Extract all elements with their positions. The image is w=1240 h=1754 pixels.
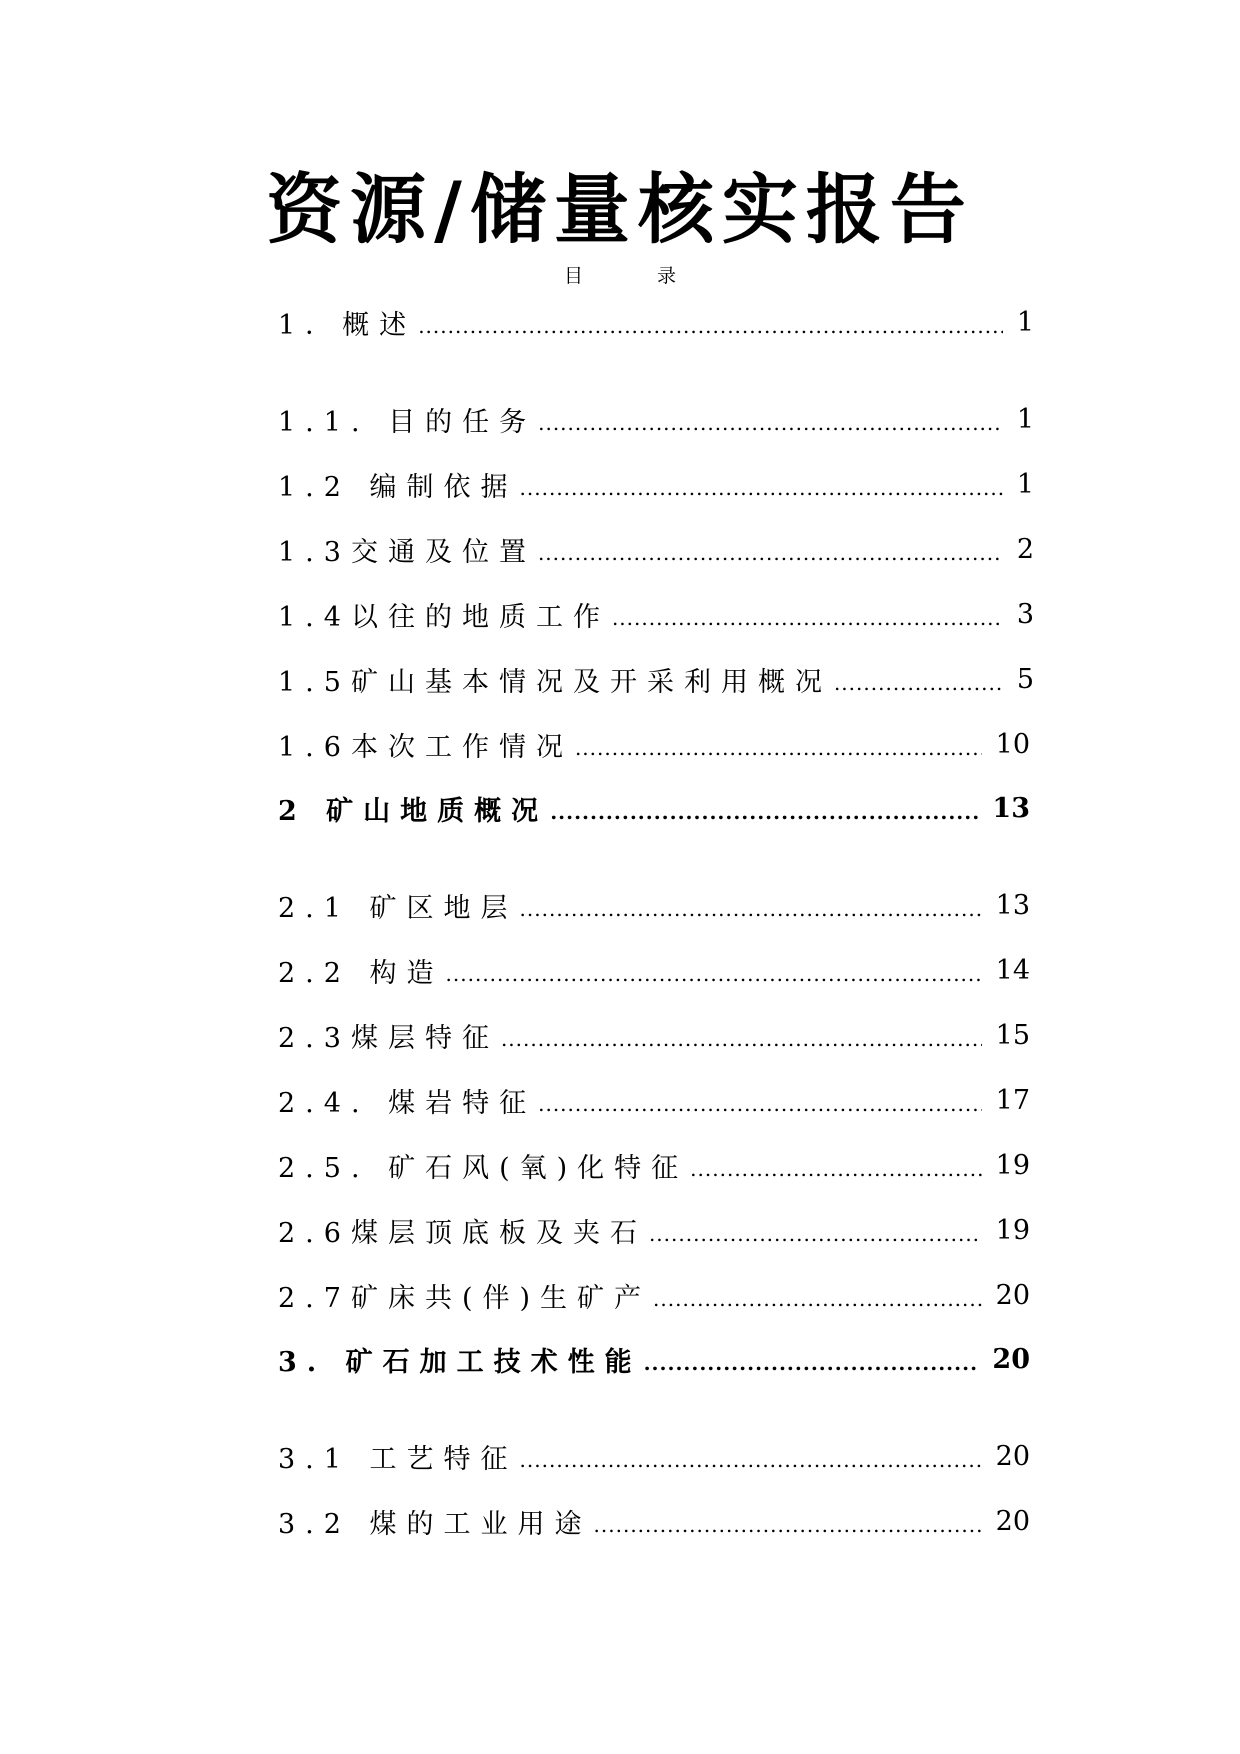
toc-entry-label: 2.1 矿区地层 bbox=[278, 892, 518, 924]
toc-dot-leader bbox=[690, 1145, 981, 1185]
toc-heading: 目 录 bbox=[563, 265, 711, 287]
toc-entry-2-5[interactable] bbox=[278, 1145, 1030, 1185]
toc-entry-page: 17 bbox=[995, 1084, 1030, 1116]
toc-entry-label: 2.3煤层特征 bbox=[278, 1022, 499, 1054]
toc-entry-page: 2 bbox=[1016, 533, 1034, 565]
toc-entry-2-1[interactable] bbox=[278, 885, 1030, 925]
toc-entry-2[interactable] bbox=[278, 788, 1030, 828]
toc-entry-2-3[interactable] bbox=[278, 1015, 1030, 1055]
toc-entry-2-7[interactable] bbox=[278, 1275, 1030, 1315]
toc-dot-leader bbox=[612, 594, 1003, 634]
toc-entry-page: 20 bbox=[995, 1279, 1030, 1311]
toc-dot-leader bbox=[538, 529, 1003, 569]
toc-entry-label: 1．概述 bbox=[278, 309, 417, 341]
toc-entry-page: 13 bbox=[995, 889, 1030, 921]
toc-entry-3[interactable] bbox=[278, 1339, 1030, 1379]
toc-entry-label: 2 矿山地质概况 bbox=[278, 795, 549, 827]
toc-entry-page: 19 bbox=[995, 1149, 1030, 1181]
toc-entry-label: 2.4. 煤岩特征 bbox=[278, 1087, 537, 1119]
toc-entry-page: 5 bbox=[1016, 663, 1034, 695]
toc-entry-label: 1.3交通及位置 bbox=[278, 536, 536, 568]
toc-dot-leader bbox=[550, 788, 978, 828]
toc-entry-page: 1 bbox=[1016, 403, 1034, 435]
toc-dot-leader bbox=[649, 1210, 982, 1250]
toc-entry-1-4[interactable] bbox=[278, 594, 1034, 634]
toc-entry-page: 15 bbox=[995, 1019, 1030, 1051]
toc-entry-label: 2.7矿床共(伴)生矿产 bbox=[278, 1282, 652, 1314]
toc-entry-label: 2.2 构造 bbox=[278, 957, 444, 989]
toc-dot-leader bbox=[538, 1080, 982, 1120]
toc-entry-page: 1 bbox=[1016, 306, 1034, 338]
toc-entry-page: 20 bbox=[995, 1505, 1030, 1537]
toc-dot-leader bbox=[520, 464, 1003, 504]
toc-entry-page: 19 bbox=[995, 1214, 1030, 1246]
toc-entry-label: 1.5矿山基本情况及开采利用概况 bbox=[278, 666, 832, 698]
toc-dot-leader bbox=[653, 1275, 982, 1315]
toc-dot-leader bbox=[538, 399, 1003, 439]
toc-entry-label: 1.6本次工作情况 bbox=[278, 731, 573, 763]
document-title: 资源/储量核实报告 bbox=[266, 165, 974, 254]
toc-entry-label: 1.2 编制依据 bbox=[278, 471, 518, 503]
toc-entry-1-6[interactable] bbox=[278, 724, 1030, 764]
toc-entry-label: 3. 矿石加工技术性能 bbox=[278, 1346, 642, 1378]
toc-entry-label: 3.1 工艺特征 bbox=[278, 1443, 518, 1475]
toc-entry-1[interactable] bbox=[278, 302, 1034, 342]
toc-dot-leader bbox=[644, 1339, 979, 1379]
toc-entry-label: 1.1. 目的任务 bbox=[278, 406, 537, 438]
toc-dot-leader bbox=[834, 659, 1003, 699]
toc-dot-leader bbox=[418, 302, 1003, 342]
toc-entry-1-1[interactable] bbox=[278, 399, 1034, 439]
toc-entry-2-6[interactable] bbox=[278, 1210, 1030, 1250]
toc-dot-leader bbox=[575, 724, 982, 764]
toc-dot-leader bbox=[594, 1501, 982, 1541]
toc-entry-2-2[interactable] bbox=[278, 950, 1030, 990]
toc-entry-label: 1.4以往的地质工作 bbox=[278, 601, 610, 633]
toc-entry-label: 3.2 煤的工业用途 bbox=[278, 1508, 592, 1540]
toc-entry-page: 10 bbox=[995, 728, 1030, 760]
toc-dot-leader bbox=[520, 1436, 982, 1476]
toc-entry-page: 1 bbox=[1016, 468, 1034, 500]
toc-entry-1-2[interactable] bbox=[278, 464, 1034, 504]
toc-dot-leader bbox=[501, 1015, 982, 1055]
toc-entry-page: 3 bbox=[1016, 598, 1034, 630]
toc-entry-3-1[interactable] bbox=[278, 1436, 1030, 1476]
toc-entry-1-3[interactable] bbox=[278, 529, 1034, 569]
toc-entry-3-2[interactable] bbox=[278, 1501, 1030, 1541]
toc-entry-page: 20 bbox=[995, 1440, 1030, 1472]
toc-entry-label: 2.6煤层顶底板及夹石 bbox=[278, 1217, 647, 1249]
toc-entry-page: 13 bbox=[992, 792, 1030, 824]
toc-entry-1-5[interactable] bbox=[278, 659, 1034, 699]
toc-entry-2-4[interactable] bbox=[278, 1080, 1030, 1120]
toc-dot-leader bbox=[446, 950, 982, 990]
toc-dot-leader bbox=[520, 885, 982, 925]
toc-entry-page: 20 bbox=[992, 1343, 1030, 1375]
toc-entry-page: 14 bbox=[995, 954, 1030, 986]
toc-entry-label: 2.5. 矿石风(氧)化特征 bbox=[278, 1152, 689, 1184]
